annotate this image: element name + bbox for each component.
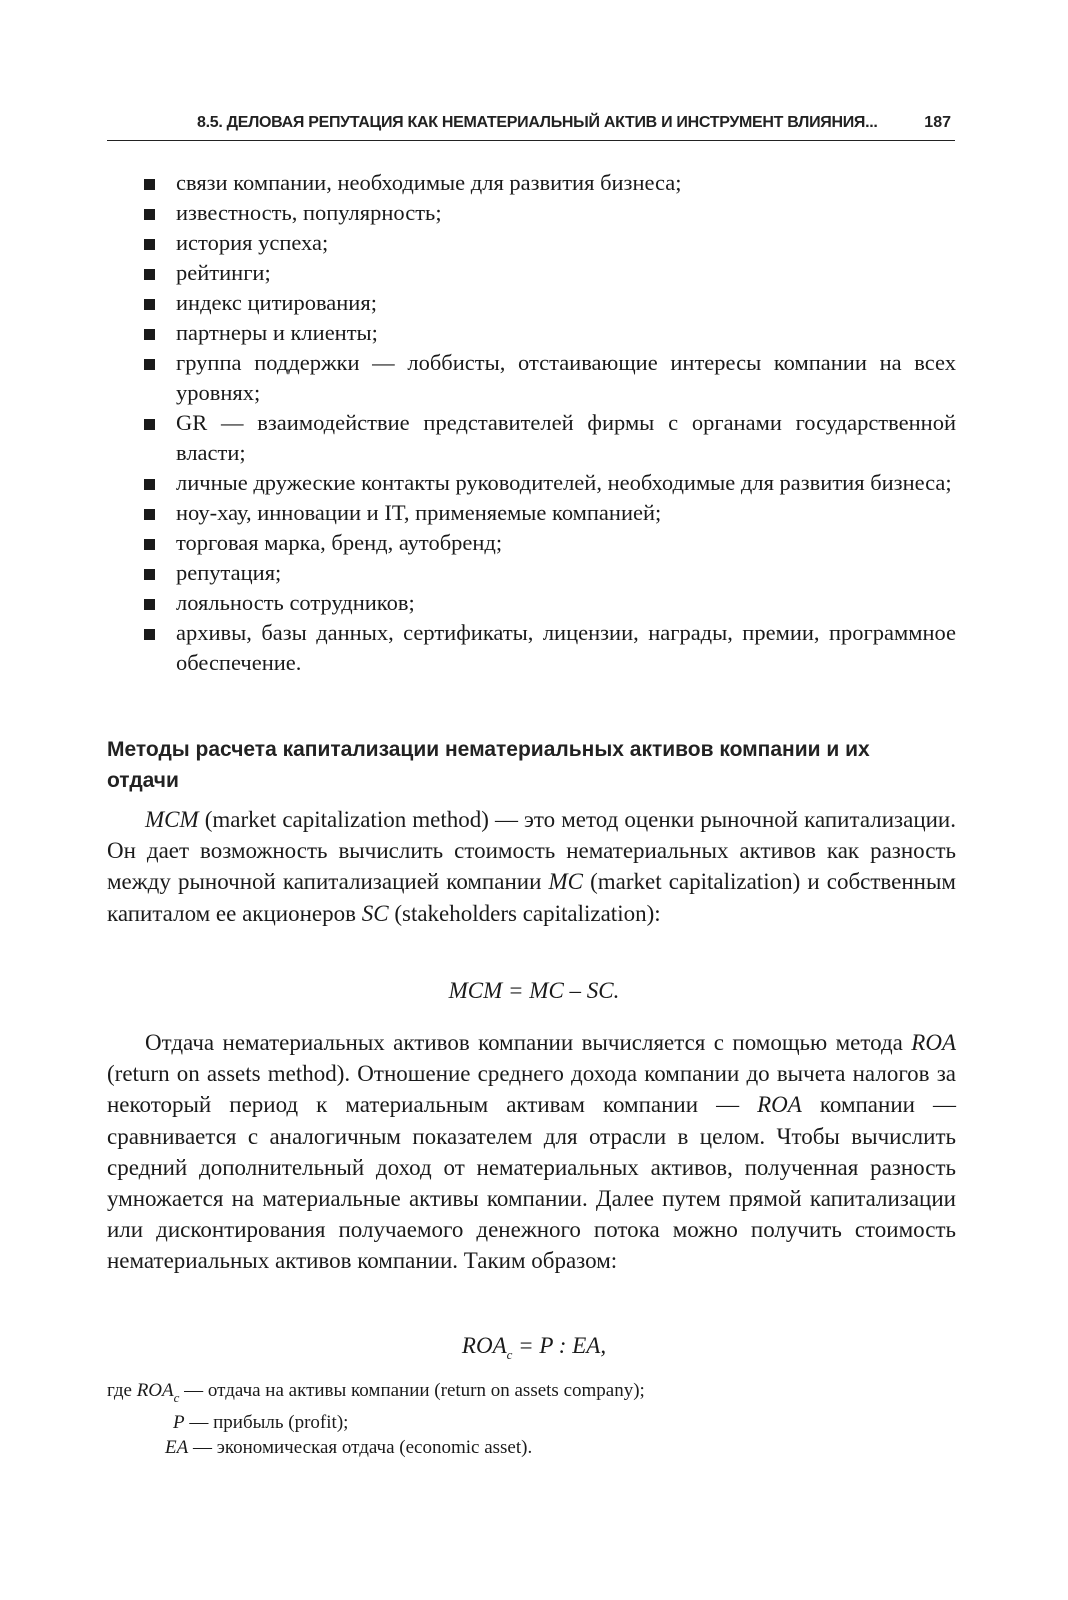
square-bullet-icon	[144, 179, 155, 190]
section-heading: Методы расчета капитализации нематериальных активов компании и их отдачи	[107, 738, 870, 792]
square-bullet-icon	[144, 539, 155, 550]
definition-ea: EA — экономическая отдача (economic asset).	[165, 1437, 533, 1458]
square-bullet-icon	[144, 509, 155, 520]
term-roa: ROA	[757, 1092, 802, 1118]
term-mcm: MCM	[145, 807, 199, 832]
list-item: группа поддержки — лоббисты, отстаивающие интересы компании на всех уровнях;	[144, 348, 956, 408]
running-header	[107, 112, 955, 141]
square-bullet-icon	[144, 359, 155, 370]
list-item: партнеры и клиенты;	[144, 318, 956, 348]
formula-definitions	[107, 1378, 956, 1460]
square-bullet-icon	[144, 329, 155, 340]
list-item: ноу-хау, инновации и IT, применяемые компанией;	[144, 498, 956, 528]
list-item: архивы, базы данных, сертификаты, лицензии, награды, премии, программное обеспечение.	[144, 618, 956, 678]
definition-roa: где $ROA_c$ — отдача на активы компании (return on assets company);	[107, 1380, 645, 1405]
running-header-title: 8.5. ДЕЛОВАЯ РЕПУТАЦИЯ КАК НЕМАТЕРИАЛЬНЫЙ АКТИВ И ИНСТРУМЕНТ ВЛИЯНИЯ...	[197, 114, 878, 131]
square-bullet-icon	[144, 299, 155, 310]
square-bullet-icon	[144, 239, 155, 250]
paragraph-roa: Отдача нематериальных активов компании вычисляется с помощью метода ROA (return on assets method). Отношение среднего дохода компании до вычета налогов за некоторый период к материальным активам компании — ROA компании — сравнивается с аналогичным показателем для отрасли в целом. Чтобы вычислить средний дополнительный доход от нематериальных активов, полученная разность умножается на материальные активы компании. Далее путем прямой капитализации или дисконтирования получаемого денежного потока можно получить стоимость нематериальных активов компании. Таким образом:	[107, 1030, 956, 1274]
term-mc: MC	[548, 869, 583, 895]
term-roa: ROA	[911, 1030, 956, 1055]
bullet-list	[144, 168, 956, 678]
list-item: репутация;	[144, 558, 956, 588]
square-bullet-icon	[144, 209, 155, 220]
square-bullet-icon	[144, 419, 155, 430]
square-bullet-icon	[144, 569, 155, 580]
definition-p: P — прибыль (profit);	[173, 1412, 349, 1433]
square-bullet-icon	[144, 599, 155, 610]
page-number: 187	[924, 114, 951, 131]
square-bullet-icon	[144, 479, 155, 490]
list-item: история успеха;	[144, 228, 956, 258]
list-item: связи компании, необходимые для развития бизнеса;	[144, 168, 956, 198]
list-item: торговая марка, бренд, аутобренд;	[144, 528, 956, 558]
formula-mcm: MCM = MC – SC.	[448, 978, 620, 1003]
term-sc: SC	[361, 900, 389, 926]
list-item: лояльность сотрудников;	[144, 588, 956, 618]
list-item: рейтинги;	[144, 258, 956, 288]
square-bullet-icon	[144, 269, 155, 280]
list-item: индекс цитирования;	[144, 288, 956, 318]
list-item: GR — взаимодействие представителей фирмы с органами государственной власти;	[144, 408, 956, 468]
list-item: личные дружеские контакты руководителей, необходимые для развития бизнеса;	[144, 468, 956, 498]
paragraph-mcm: MCM (market capitalization method) — это метод оценки рыночной капитализации. Он дает возможность вычислить стоимость нематериальных активов как разность между рыночной капитализацией компании MC (market capitalization) и собственным капиталом ее акционеров SC (stakeholders capitalization):	[107, 807, 956, 926]
list-item: известность, популярность;	[144, 198, 956, 228]
square-bullet-icon	[144, 629, 155, 640]
formula-roa: $ROA_c = P$ : EA,	[461, 1333, 607, 1362]
